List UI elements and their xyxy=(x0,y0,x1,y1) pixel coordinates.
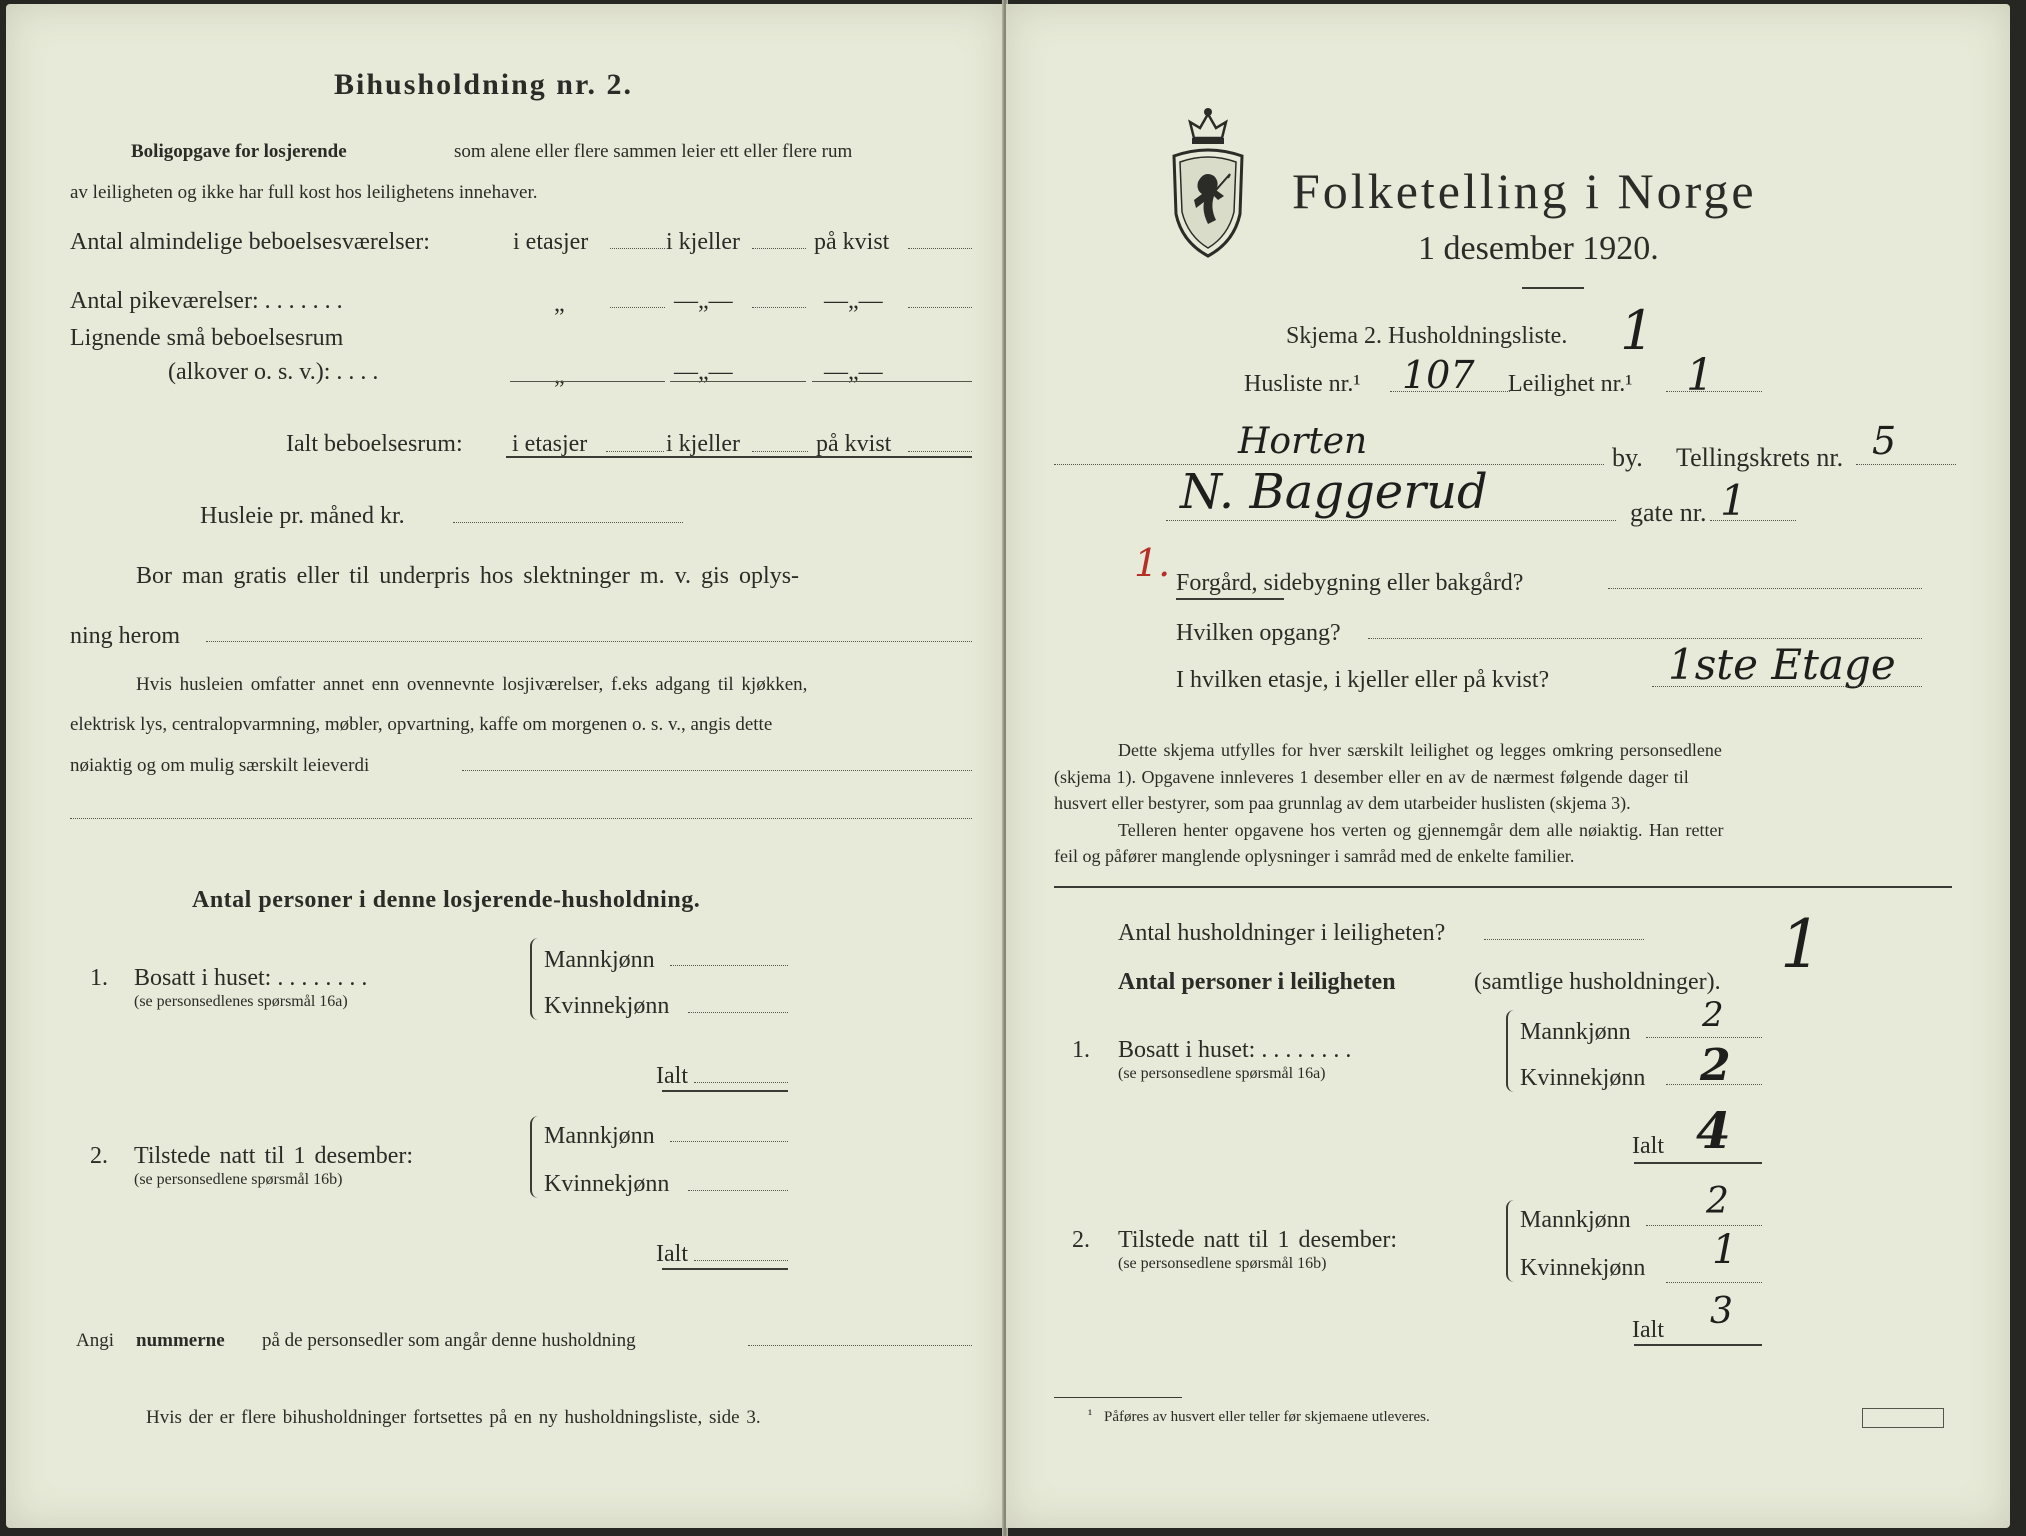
skjema-handwritten-mark: 1 xyxy=(1620,299,1655,362)
antal-personer-heading: Antal personer i denne losjerende-husholdning. xyxy=(192,887,701,913)
gate-field[interactable] xyxy=(1166,520,1616,521)
bosatt-ialt-field[interactable] xyxy=(694,1082,788,1083)
pike-ditto-1: „ xyxy=(554,291,565,317)
lign-kvist-field[interactable] xyxy=(812,381,972,382)
tilstede-sub: (se personsedlene spørsmål 16b) xyxy=(134,1171,343,1188)
bosatt-brace xyxy=(530,938,542,1020)
kvist-field[interactable] xyxy=(908,248,972,249)
bosatt-sub: (se personsedlenes spørsmål 16a) xyxy=(134,993,348,1010)
forgard-mark: 1. xyxy=(1134,541,1171,585)
by-value[interactable]: Horten xyxy=(1238,421,1368,462)
bosatt-label: Bosatt i huset: . . . . . . . . xyxy=(134,965,368,991)
lign-ditto-1: „ xyxy=(554,363,565,389)
gate-value[interactable]: N. Baggerud xyxy=(1180,464,1488,520)
tilstede-mann-label: Mannkjønn xyxy=(544,1123,655,1149)
right-bosatt-sub: (se personsedlene spørsmål 16a) xyxy=(1118,1065,1326,1082)
note-line-3: husvert eller bestyrer, som paa grunnlag av dem utarbeider huslisten (skjema 3). xyxy=(1054,793,1631,813)
husleie-label: Husleie pr. måned kr. xyxy=(200,503,405,529)
husliste-label: Husliste nr.¹ xyxy=(1244,371,1361,397)
right-bosatt-mann-label: Mannkjønn xyxy=(1520,1019,1631,1045)
bosatt-mann-field[interactable] xyxy=(670,965,788,966)
tilstede-ialt-label: Ialt xyxy=(656,1241,688,1267)
left-page-title: Bihusholdning nr. 2. xyxy=(334,68,634,101)
footnote-text: Påføres av husvert eller teller før skjemaene utleveres. xyxy=(1104,1409,1430,1425)
right-bosatt-ialt-value[interactable]: 4 xyxy=(1696,1101,1731,1160)
right-tilstede-sub: (se personsedlene spørsmål 16b) xyxy=(1118,1255,1327,1272)
intro-bold: Boligopgave for losjerende xyxy=(131,141,347,162)
angi-field[interactable] xyxy=(748,1345,972,1346)
etasje-value[interactable]: 1ste Etage xyxy=(1668,640,1896,689)
coat-of-arms-icon xyxy=(1168,104,1248,260)
gate-nr-value[interactable]: 1 xyxy=(1720,476,1747,525)
etasjer-field[interactable] xyxy=(610,248,665,249)
tellingskrets-field[interactable] xyxy=(1856,464,1956,465)
pike-kjeller-field[interactable] xyxy=(752,307,806,308)
date-rule xyxy=(1522,287,1584,289)
footnote-rule xyxy=(1054,1397,1182,1398)
right-tilstede-mann-field[interactable] xyxy=(1646,1225,1762,1226)
ialt-etasjer-label: i etasjer xyxy=(512,431,588,457)
tilstede-ialt-field[interactable] xyxy=(694,1260,788,1261)
i-kjeller-label: i kjeller xyxy=(666,229,740,255)
i-etasjer-label: i etasjer xyxy=(513,229,589,255)
hvis-line-2: elektrisk lys, centralopvarmning, møbler, opvartning, kaffe om morgenen o. s. v., angis dette xyxy=(70,714,773,735)
antal-pers-bold: Antal personer i leiligheten xyxy=(1118,969,1396,995)
ialt-kvist-label: på kvist xyxy=(816,431,892,457)
right-bosatt-kvinne-field[interactable] xyxy=(1666,1084,1762,1085)
census-title: Folketelling i Norge xyxy=(1292,163,1757,219)
note-line-1: Dette skjema utfylles for hver særskilt leilighet og legges omkring personsedlene xyxy=(1118,740,1722,760)
angi-pre: Angi xyxy=(76,1330,114,1351)
husleie-field[interactable] xyxy=(453,522,683,523)
pike-ditto-2: —„— xyxy=(674,288,733,314)
leieverdi-field[interactable] xyxy=(462,770,972,771)
bosatt-ialt-label: Ialt xyxy=(656,1063,688,1089)
ialt-kvist-field[interactable] xyxy=(908,451,972,452)
tilstede-kvinne-label: Kvinnekjønn xyxy=(544,1171,670,1197)
right-bosatt-brace xyxy=(1506,1010,1518,1092)
pike-ditto-3: —„— xyxy=(824,288,883,314)
pike-etasjer-field[interactable] xyxy=(610,307,665,308)
bor-man-text: Bor man gratis eller til underpris hos slektninger m. v. gis oplys- xyxy=(136,563,800,589)
forgard-underline xyxy=(1176,598,1284,600)
tilstede-mann-field[interactable] xyxy=(670,1141,788,1142)
right-tilstede-ialt-rule xyxy=(1634,1344,1762,1346)
note-rule xyxy=(1054,886,1952,888)
note-line-5: feil og påfører manglende oplysninger i samråd med de enkelte familier. xyxy=(1054,846,1575,866)
right-bosatt-mann-field[interactable] xyxy=(1646,1037,1762,1038)
gate-label: gate nr. xyxy=(1630,498,1707,527)
tellingskrets-label: Tellingskrets nr. xyxy=(1676,443,1844,472)
bosatt-mann-label: Mannkjønn xyxy=(544,947,655,973)
etasje-field[interactable] xyxy=(1652,686,1922,687)
intro-line2: av leiligheten og ikke har full kost hos leilighetens innehaver. xyxy=(70,182,538,203)
etasje-label: I hvilken etasje, i kjeller eller på kvist? xyxy=(1176,667,1550,693)
row-ialt-label: Ialt beboelsesrum: xyxy=(286,431,463,457)
antal-hush-field[interactable] xyxy=(1484,939,1644,940)
right-tilstede-kvinne-label: Kvinnekjønn xyxy=(1520,1255,1646,1281)
leieverdi-field-2[interactable] xyxy=(70,818,972,819)
antal-hush-value[interactable]: 1 xyxy=(1780,906,1822,983)
skjema-label: Skjema 2. Husholdningsliste. xyxy=(1286,323,1568,349)
lign-etasjer-field[interactable] xyxy=(510,381,665,382)
right-bosatt-label: Bosatt i huset: . . . . . . . . xyxy=(1118,1037,1352,1063)
flere-note: Hvis der er flere bihusholdninger fortsettes på en ny husholdningsliste, side 3. xyxy=(146,1407,761,1428)
ialt-kjeller-field[interactable] xyxy=(752,451,808,452)
pike-kvist-field[interactable] xyxy=(908,307,972,308)
angi-rest: på de personsedler som angår denne husholdning xyxy=(262,1330,636,1351)
tilstede-number: 2. xyxy=(90,1143,108,1169)
note-line-2: (skjema 1). Opgavene innleveres 1 desember eller en av de nærmest følgende dager til xyxy=(1054,767,1689,787)
note-line-4: Telleren henter opgavene hos verten og gjennemgår dem alle nøiaktig. Han retter xyxy=(1118,820,1724,840)
tilstede-ialt-rule xyxy=(662,1268,788,1270)
kjeller-field[interactable] xyxy=(752,248,806,249)
row-pike-label: Antal pikeværelser: . . . . . . . xyxy=(70,288,343,314)
leilighet-value[interactable]: 1 xyxy=(1686,350,1714,401)
lign-ditto-3: —„— xyxy=(824,359,883,385)
opgang-field[interactable] xyxy=(1368,638,1922,639)
antal-pers-rest: (samtlige husholdninger). xyxy=(1474,969,1721,995)
tilstede-brace xyxy=(530,1116,542,1198)
right-bosatt-kvinne-value[interactable]: 2 xyxy=(1700,1040,1731,1091)
row-lign-label-2: (alkover o. s. v.): . . . . xyxy=(168,359,379,385)
forgard-field[interactable] xyxy=(1608,588,1922,589)
husliste-value[interactable]: 107 xyxy=(1402,353,1475,397)
gate-nr-field[interactable] xyxy=(1710,520,1796,521)
right-bosatt-ialt-label: Ialt xyxy=(1632,1133,1664,1159)
right-tilstede-label: Tilstede natt til 1 desember: xyxy=(1118,1227,1398,1253)
lign-kjeller-field[interactable] xyxy=(670,381,806,382)
intro-rest: som alene eller flere sammen leier ett eller flere rum xyxy=(454,141,853,162)
angi-bold: nummerne xyxy=(136,1330,225,1351)
bosatt-ialt-rule xyxy=(662,1090,788,1092)
ialt-rule xyxy=(506,456,972,458)
bosatt-number: 1. xyxy=(90,965,108,991)
tellingskrets-value[interactable]: 5 xyxy=(1872,419,1897,463)
ning-herom-field[interactable] xyxy=(206,641,972,642)
antal-hush-label: Antal husholdninger i leiligheten? xyxy=(1118,920,1446,946)
right-tilstede-kvinne-value[interactable]: 1 xyxy=(1712,1227,1738,1273)
right-bosatt-kvinne-label: Kvinnekjønn xyxy=(1520,1065,1646,1091)
right-page xyxy=(1006,4,2010,1528)
forgard-label: Forgård, sidebygning eller bakgård? xyxy=(1176,570,1524,596)
left-page xyxy=(6,4,1004,1528)
row-antal-alm-label: Antal almindelige beboelsesværelser: xyxy=(70,229,430,255)
hvis-line-3: nøiaktig og om mulig særskilt leieverdi xyxy=(70,755,370,776)
ialt-etasjer-field[interactable] xyxy=(606,451,664,452)
right-tilstede-ialt-label: Ialt xyxy=(1632,1317,1664,1343)
ialt-kjeller-label: i kjeller xyxy=(666,431,740,457)
bosatt-kvinne-field[interactable] xyxy=(688,1012,788,1013)
right-tilstede-mann-label: Mannkjønn xyxy=(1520,1207,1631,1233)
husliste-field[interactable] xyxy=(1390,391,1510,392)
right-bosatt-mann-value[interactable]: 2 xyxy=(1702,995,1724,1035)
tilstede-label: Tilstede natt til 1 desember: xyxy=(134,1143,414,1169)
right-tilstede-ialt-value[interactable]: 3 xyxy=(1710,1291,1733,1332)
right-tilstede-kvinne-field[interactable] xyxy=(1666,1282,1762,1283)
right-tilstede-number: 2. xyxy=(1072,1227,1090,1253)
lign-ditto-2: —„— xyxy=(674,359,733,385)
right-bosatt-number: 1. xyxy=(1072,1037,1090,1063)
leilighet-field[interactable] xyxy=(1666,391,1762,392)
ning-herom-label: ning herom xyxy=(70,623,180,649)
right-bosatt-ialt-rule xyxy=(1634,1162,1762,1164)
right-tilstede-mann-value[interactable]: 2 xyxy=(1706,1181,1729,1222)
opgang-label: Hvilken opgang? xyxy=(1176,620,1341,646)
by-label: by. xyxy=(1612,443,1643,472)
census-date: 1 desember 1920. xyxy=(1418,230,1659,267)
printer-stamp xyxy=(1862,1408,1944,1428)
leilighet-label: Leilighet nr.¹ xyxy=(1508,371,1633,397)
right-tilstede-brace xyxy=(1506,1200,1518,1282)
hvis-line-1: Hvis husleien omfatter annet enn ovennevnte losjiværelser, f.eks adgang til kjøkken, xyxy=(136,674,808,695)
row-lign-label-1: Lignende små beboelsesrum xyxy=(70,325,344,351)
footnote-mark: ¹ xyxy=(1088,1408,1093,1423)
tilstede-kvinne-field[interactable] xyxy=(688,1190,788,1191)
bosatt-kvinne-label: Kvinnekjønn xyxy=(544,993,670,1019)
paa-kvist-label: på kvist xyxy=(814,229,890,255)
